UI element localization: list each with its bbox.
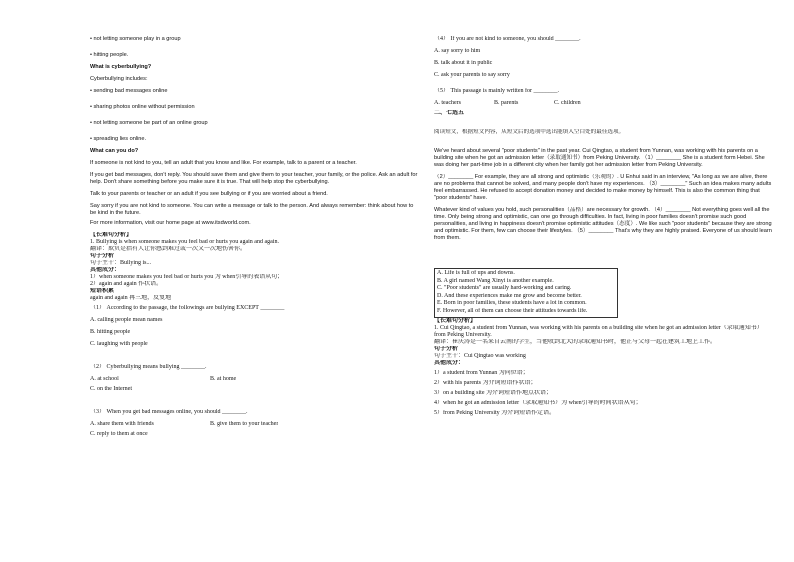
translation: 翻译：崔庆涛是一名来自云南的学生，当他收到北大的录取通知书时，他正与父母一起在建筑工地上工作。: [434, 338, 717, 345]
answer-option[interactable]: C. children: [554, 100, 581, 106]
sentence-main: 句子主干：Bullying is...: [90, 260, 152, 266]
phrase-item: again and again 再三地，反复地: [90, 295, 172, 301]
analysis-tag: 【长难句分析】: [90, 232, 133, 238]
choice-item: C. "Poor students" are usually hard-working and caring.: [437, 285, 572, 292]
answer-option[interactable]: A. at school: [90, 376, 119, 382]
choice-item: B. A girl named Wang Xinyi is another example.: [437, 277, 554, 284]
question-stem: （5） This passage is mainly written for ________.: [434, 88, 559, 94]
bullet-item: • sending bad messages online: [90, 88, 168, 94]
paragraph: Say sorry if you are not kind to someone. You can write a message or talk to the person. And always remember: think about how to be kind in the future.: [90, 203, 414, 216]
phrase-heading: 短语积累: [90, 288, 115, 294]
bullet-item: • spreading lies online.: [90, 136, 147, 142]
answer-option[interactable]: C. ask your parents to say sorry: [434, 72, 510, 78]
question-stem: （2） Cyberbullying means bullying ________.: [90, 364, 207, 370]
question-stem: （3） When you get bad messages online, you should ________.: [90, 409, 248, 415]
other-components-label: 其他成分：: [90, 267, 121, 273]
translation: 翻译：欺负是指有人让你感到难过或一次又一次地伤害你。: [90, 246, 247, 252]
answer-option[interactable]: A. say sorry to him: [434, 48, 481, 54]
option-row: [434, 100, 774, 107]
answer-option[interactable]: A. share them with friends: [90, 421, 154, 427]
left-column: [90, 36, 420, 438]
sentence-analysis-label: 句子分析: [434, 345, 459, 352]
choices-box: [434, 268, 618, 318]
passage-paragraph: Whatever kind of values you hold, such personalities（品格）are necessary for growth. （4）________ Not everything goes well all the time. Only being strong and optimistic, can one go through difficulties. In fact, living in poor families doesn't promise such good personalities, and living in happiness doesn't promise optimistic attitudes（态度）. We like such "poor students" because they are strong and optimistic. For them, few can choose their lifestyles. （5）________ That's why they are highly praised. Everyone of us should learn from them.: [434, 207, 772, 241]
component-item: 3）on a building site 为介词短语作地点状语；: [434, 389, 552, 396]
analysis-sentence: 1. Bullying is when someone makes you feel bad or hurts you again and again.: [90, 239, 279, 245]
analysis-sentence: 1. Cui Qingtao, a student from Yunnan, was working with his parents on a building site when he got an admission letter（录取通知书）from Peking University.: [434, 324, 763, 338]
component-item: 5）from Peking University 为介词短语作定语。: [434, 409, 556, 416]
analysis-tag: 【长难句分析】: [434, 317, 477, 324]
choice-item: D. And these experiences make me grow and become better.: [437, 292, 582, 299]
question-stem: （4） If you are not kind to someone, you should ________.: [434, 36, 581, 42]
question-stem: （1） According to the passage, the followings are bullying EXCEPT ________: [90, 305, 285, 311]
paragraph: If you get bad messages, don't reply. You should save them and give them to your teacher, your family, or the police. Ask an adult for help. Don't share something before you make sure it is true. That will help stop the cyberbullying.: [90, 172, 418, 185]
component-item: 1）a student from Yunnan 为同位语；: [434, 369, 529, 376]
component-item: 2）with his parents 为介词短语作状语；: [434, 379, 537, 386]
sentence-main: 句子主干：Cui Qingtao was working: [434, 352, 526, 359]
option-row: [90, 376, 420, 383]
section-title: 二、七选五: [434, 110, 465, 116]
answer-option[interactable]: B. at home: [210, 376, 237, 382]
bullet-item: • hitting people.: [90, 52, 129, 58]
answer-option[interactable]: A. calling people mean names: [90, 317, 163, 323]
answer-option[interactable]: B. give them to your teacher: [210, 421, 279, 427]
answer-option[interactable]: C. on the Internet: [90, 386, 132, 392]
paragraph: If someone is not kind to you, tell an adult that you know and like. For example, talk to a parent or a teacher.: [90, 160, 357, 166]
answer-option[interactable]: C. reply to them at once: [90, 431, 148, 437]
cyberbullying-heading: What is cyberbullying?: [90, 64, 152, 70]
passage-paragraph: We've heard about several "poor students" in the past year. Cui Qingtao, a student from Yunnan, was working with his parents on a building site when he got an admission letter（录取通知书）from Peking University. （1）________ She is a student form Hebei. She was doing her part-time job in a different city when her family got her admission letter from Peking University.: [434, 148, 765, 168]
answer-option[interactable]: A. teachers: [434, 100, 461, 106]
answer-option[interactable]: C. laughing with people: [90, 341, 148, 347]
bullet-item: • not letting someone play in a group: [90, 36, 181, 42]
component-item: 2）again and again 作状语。: [90, 281, 163, 287]
choice-item: F. However, all of them can choose their attitudes towards life.: [437, 307, 588, 314]
instruction: 阅读短文，根据短文内容，从短文后的选项中选出能填入空白处的最佳选项。: [434, 129, 625, 135]
other-components-label: 其他成分：: [434, 359, 465, 366]
component-item: 4）when he got an admission letter（录取通知书）为 when引导的时间状语从句；: [434, 399, 642, 406]
answer-option[interactable]: B. hitting people: [90, 329, 131, 335]
paragraph: Talk to your parents or teacher or an adult if you see bullying or if you are worried about a friend.: [90, 191, 328, 197]
bullet-item: • sharing photos online without permission: [90, 104, 195, 110]
choice-item: A. Life is full of ups and downs.: [437, 270, 515, 276]
sentence-analysis-label: 句子分析: [90, 253, 115, 259]
component-item: 1）when someone makes you feel bad or hurts you 为 when引导的表语从句；: [90, 274, 284, 280]
answer-option[interactable]: B. talk about it in public: [434, 60, 493, 66]
right-column: [434, 36, 774, 417]
what-can-you-do-heading: What can you do?: [90, 148, 139, 154]
bullet-item: • not letting someone be part of an online group: [90, 120, 208, 126]
choice-item: E. Born in poor families, these students have a lot in common.: [437, 300, 587, 307]
cyberbullying-intro: Cyberbullying includes:: [90, 76, 148, 82]
answer-option[interactable]: B. parents: [494, 100, 519, 106]
option-row: [90, 421, 420, 428]
passage-paragraph: （2）________ For example, they are all strong and optimistic（乐观的）. U Enhui said in an interview, "As long as we are alive, there are no problems that cannot be solved, and many people don't have my experiences. （3）________" Such an idea makes many adults feel embarrassed. He refused to accept donation money and decided to make money by himself. This is also the common thing that "poor students" have.: [434, 174, 772, 201]
paragraph: For more information, visit our home page at www.itsdworld.com.: [90, 220, 251, 226]
